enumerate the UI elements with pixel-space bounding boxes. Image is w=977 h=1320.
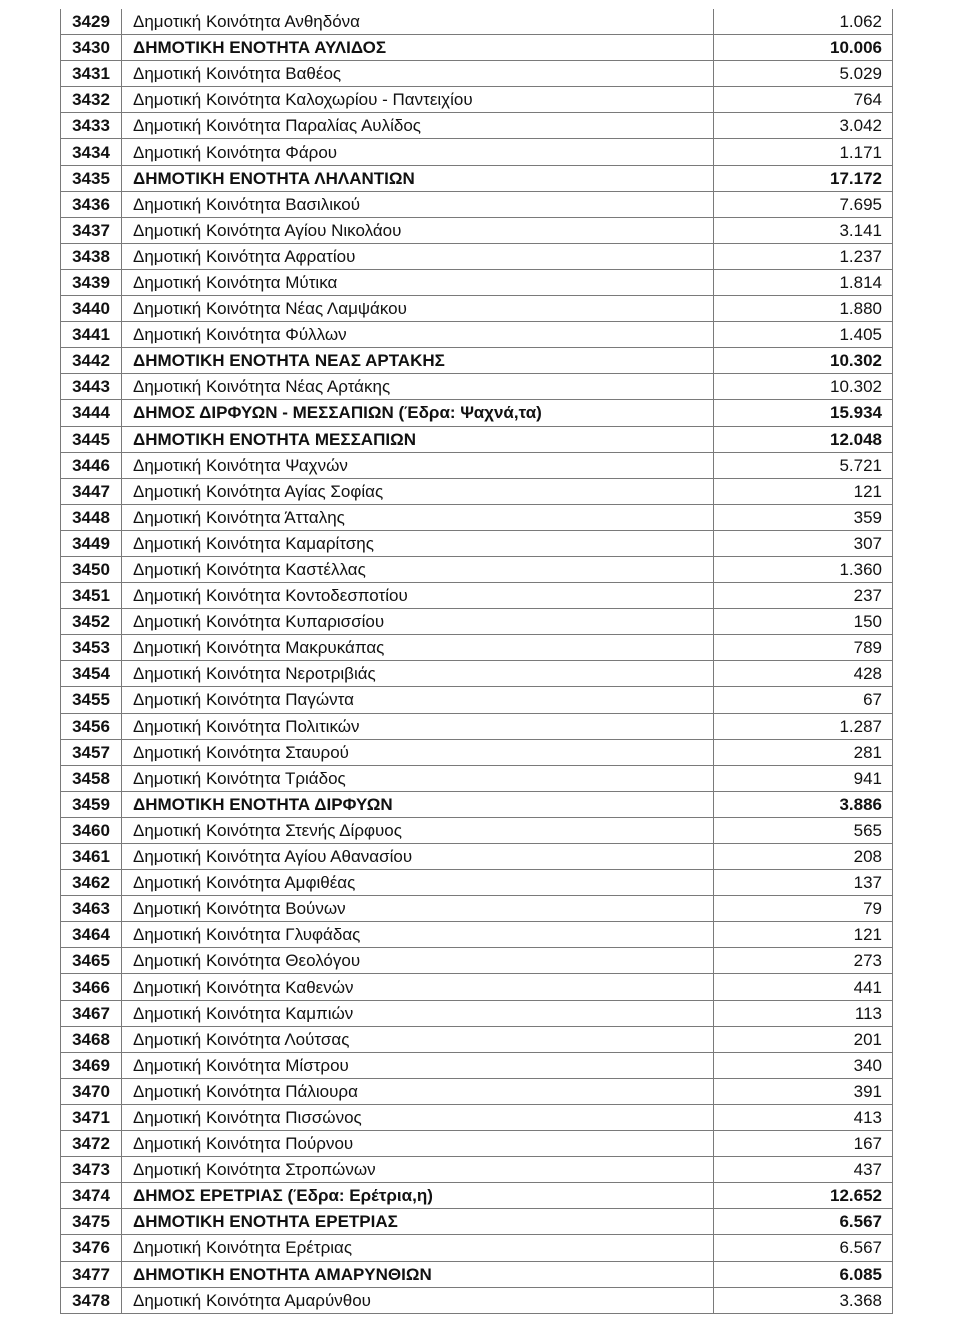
row-population: 121 [714,478,893,504]
table-row [61,609,893,635]
row-code: 3470 [61,1078,122,1104]
row-population: 441 [714,974,893,1000]
row-code: 3440 [61,296,122,322]
row-population: 67 [714,687,893,713]
row-code: 3452 [61,609,122,635]
table-row [61,191,893,217]
row-population: 3.368 [714,1287,893,1313]
row-population: 121 [714,922,893,948]
table-row [61,635,893,661]
row-population: 79 [714,896,893,922]
row-code: 3464 [61,922,122,948]
row-population: 437 [714,1157,893,1183]
row-code: 3431 [61,61,122,87]
table-row [61,713,893,739]
table-row [61,426,893,452]
table-row [61,139,893,165]
row-name: ΔΗΜΟΤΙΚΗ ΕΝΟΤΗΤΑ ΜΕΣΣΑΠΙΩΝ [122,426,714,452]
row-code: 3474 [61,1183,122,1209]
row-name: Δημοτική Κοινότητα Κοντοδεσποτίου [122,583,714,609]
row-name: Δημοτική Κοινότητα Αμφιθέας [122,870,714,896]
row-name: Δημοτική Κοινότητα Παγώντα [122,687,714,713]
row-population: 6.085 [714,1261,893,1287]
row-population: 10.302 [714,374,893,400]
row-name: Δημοτική Κοινότητα Τριάδος [122,765,714,791]
row-population: 150 [714,609,893,635]
row-code: 3457 [61,739,122,765]
row-population: 789 [714,635,893,661]
table-row [61,400,893,426]
row-name: Δημοτική Κοινότητα Μίστρου [122,1052,714,1078]
row-code: 3467 [61,1000,122,1026]
row-name: Δημοτική Κοινότητα Πούρνου [122,1131,714,1157]
table-row [61,35,893,61]
table-row [61,87,893,113]
row-population: 10.302 [714,348,893,374]
row-population: 340 [714,1052,893,1078]
row-name: ΔΗΜΟΤΙΚΗ ΕΝΟΤΗΤΑ ΕΡΕΤΡΙΑΣ [122,1209,714,1235]
table-row [61,1104,893,1130]
row-population: 3.886 [714,791,893,817]
row-code: 3449 [61,530,122,556]
row-name: Δημοτική Κοινότητα Ερέτριας [122,1235,714,1261]
row-code: 3460 [61,817,122,843]
row-name: Δημοτική Κοινότητα Αγίας Σοφίας [122,478,714,504]
table-row [61,1209,893,1235]
row-code: 3478 [61,1287,122,1313]
row-code: 3462 [61,870,122,896]
row-name: Δημοτική Κοινότητα Καστέλλας [122,556,714,582]
row-name: Δημοτική Κοινότητα Λούτσας [122,1026,714,1052]
row-population: 3.042 [714,113,893,139]
row-code: 3433 [61,113,122,139]
row-code: 3477 [61,1261,122,1287]
row-code: 3443 [61,374,122,400]
row-name: Δημοτική Κοινότητα Φάρου [122,139,714,165]
table-row [61,661,893,687]
row-population: 137 [714,870,893,896]
row-population: 764 [714,87,893,113]
row-name: Δημοτική Κοινότητα Πάλιουρα [122,1078,714,1104]
table-row [61,1131,893,1157]
row-code: 3444 [61,400,122,426]
row-name: Δημοτική Κοινότητα Άτταλης [122,504,714,530]
row-name: Δημοτική Κοινότητα Στροπώνων [122,1157,714,1183]
row-code: 3445 [61,426,122,452]
row-name: Δημοτική Κοινότητα Καμπιών [122,1000,714,1026]
row-population: 941 [714,765,893,791]
row-name: Δημοτική Κοινότητα Ανθηδόνα [122,9,714,35]
row-name: Δημοτική Κοινότητα Καμαρίτσης [122,530,714,556]
row-code: 3468 [61,1026,122,1052]
table-row [61,348,893,374]
row-population: 307 [714,530,893,556]
row-population: 208 [714,844,893,870]
row-name: ΔΗΜΟΣ ΕΡΕΤΡΙΑΣ (Έδρα: Ερέτρια,η) [122,1183,714,1209]
row-code: 3475 [61,1209,122,1235]
row-code: 3454 [61,661,122,687]
row-code: 3476 [61,1235,122,1261]
table-row [61,765,893,791]
table-row [61,687,893,713]
row-population: 1.062 [714,9,893,35]
table-row [61,1261,893,1287]
row-name: Δημοτική Κοινότητα Αγίου Αθανασίου [122,844,714,870]
table-row [61,504,893,530]
row-population: 413 [714,1104,893,1130]
row-name: ΔΗΜΟΤΙΚΗ ΕΝΟΤΗΤΑ ΑΥΛΙΔΟΣ [122,35,714,61]
row-name: Δημοτική Κοινότητα Κυπαρισσίου [122,609,714,635]
table-body [61,9,893,1313]
row-population: 1.237 [714,243,893,269]
row-code: 3437 [61,217,122,243]
row-name: Δημοτική Κοινότητα Θεολόγου [122,948,714,974]
row-code: 3459 [61,791,122,817]
row-population: 1.880 [714,296,893,322]
table-row [61,1026,893,1052]
row-name: ΔΗΜΟΤΙΚΗ ΕΝΟΤΗΤΑ ΝΕΑΣ ΑΡΤΑΚΗΣ [122,348,714,374]
row-code: 3441 [61,322,122,348]
row-code: 3429 [61,9,122,35]
table-row [61,374,893,400]
row-code: 3448 [61,504,122,530]
row-name: Δημοτική Κοινότητα Στενής Δίρφυος [122,817,714,843]
table-row [61,922,893,948]
row-code: 3430 [61,35,122,61]
table-row [61,1235,893,1261]
row-name: Δημοτική Κοινότητα Παραλίας Αυλίδος [122,113,714,139]
row-population: 17.172 [714,165,893,191]
row-population: 7.695 [714,191,893,217]
table-row [61,61,893,87]
row-code: 3447 [61,478,122,504]
table-row [61,243,893,269]
row-code: 3461 [61,844,122,870]
row-population: 273 [714,948,893,974]
row-name: Δημοτική Κοινότητα Πολιτικών [122,713,714,739]
table-row [61,1183,893,1209]
row-code: 3453 [61,635,122,661]
table-row [61,1157,893,1183]
row-name: Δημοτική Κοινότητα Φύλλων [122,322,714,348]
row-code: 3456 [61,713,122,739]
row-name: Δημοτική Κοινότητα Σταυρού [122,739,714,765]
row-population: 10.006 [714,35,893,61]
row-name: Δημοτική Κοινότητα Γλυφάδας [122,922,714,948]
row-code: 3469 [61,1052,122,1078]
row-population: 359 [714,504,893,530]
table-row [61,113,893,139]
row-name: Δημοτική Κοινότητα Αγίου Νικολάου [122,217,714,243]
table-row [61,974,893,1000]
row-code: 3446 [61,452,122,478]
row-code: 3435 [61,165,122,191]
row-name: ΔΗΜΟΤΙΚΗ ΕΝΟΤΗΤΑ ΛΗΛΑΝΤΙΩΝ [122,165,714,191]
table-row [61,9,893,35]
row-name: Δημοτική Κοινότητα Αμαρύνθου [122,1287,714,1313]
row-code: 3466 [61,974,122,1000]
table-row [61,296,893,322]
row-name: Δημοτική Κοινότητα Βαθέος [122,61,714,87]
row-code: 3432 [61,87,122,113]
table-row [61,269,893,295]
row-name: Δημοτική Κοινότητα Βούνων [122,896,714,922]
row-name: Δημοτική Κοινότητα Ψαχνών [122,452,714,478]
row-population: 565 [714,817,893,843]
row-population: 1.360 [714,556,893,582]
table-row [61,217,893,243]
row-code: 3472 [61,1131,122,1157]
row-code: 3439 [61,269,122,295]
table-row [61,452,893,478]
row-name: ΔΗΜΟΣ ΔΙΡΦΥΩΝ - ΜΕΣΣΑΠΙΩΝ (Έδρα: Ψαχνά,τα) [122,400,714,426]
table-row [61,844,893,870]
table-row [61,322,893,348]
table-row [61,817,893,843]
row-code: 3434 [61,139,122,165]
table-row [61,1287,893,1313]
row-population: 3.141 [714,217,893,243]
row-population: 281 [714,739,893,765]
row-population: 5.721 [714,452,893,478]
row-population: 5.029 [714,61,893,87]
row-name: Δημοτική Κοινότητα Νεροτριβιάς [122,661,714,687]
row-population: 6.567 [714,1235,893,1261]
row-population: 12.652 [714,1183,893,1209]
row-population: 201 [714,1026,893,1052]
row-name: Δημοτική Κοινότητα Νέας Λαμψάκου [122,296,714,322]
row-code: 3458 [61,765,122,791]
table-row [61,1052,893,1078]
row-population: 1.814 [714,269,893,295]
table-row [61,556,893,582]
table-row [61,583,893,609]
table-row [61,739,893,765]
population-table [60,9,893,1314]
row-code: 3463 [61,896,122,922]
row-code: 3451 [61,583,122,609]
row-name: ΔΗΜΟΤΙΚΗ ΕΝΟΤΗΤΑ ΔΙΡΦΥΩΝ [122,791,714,817]
row-name: ΔΗΜΟΤΙΚΗ ΕΝΟΤΗΤΑ ΑΜΑΡΥΝΘΙΩΝ [122,1261,714,1287]
row-name: Δημοτική Κοινότητα Πισσώνος [122,1104,714,1130]
row-population: 113 [714,1000,893,1026]
table-row [61,948,893,974]
row-code: 3438 [61,243,122,269]
row-population: 391 [714,1078,893,1104]
row-population: 12.048 [714,426,893,452]
row-name: Δημοτική Κοινότητα Αφρατίου [122,243,714,269]
table-row [61,791,893,817]
table-row [61,165,893,191]
row-name: Δημοτική Κοινότητα Καθενών [122,974,714,1000]
row-code: 3450 [61,556,122,582]
table-row [61,896,893,922]
table-row [61,870,893,896]
table-row [61,478,893,504]
row-population: 15.934 [714,400,893,426]
row-population: 1.405 [714,322,893,348]
row-name: Δημοτική Κοινότητα Μακρυκάπας [122,635,714,661]
row-population: 237 [714,583,893,609]
row-name: Δημοτική Κοινότητα Μύτικα [122,269,714,295]
row-code: 3442 [61,348,122,374]
row-code: 3471 [61,1104,122,1130]
row-code: 3436 [61,191,122,217]
row-code: 3473 [61,1157,122,1183]
row-code: 3455 [61,687,122,713]
row-population: 6.567 [714,1209,893,1235]
row-population: 167 [714,1131,893,1157]
row-code: 3465 [61,948,122,974]
row-population: 1.287 [714,713,893,739]
row-population: 1.171 [714,139,893,165]
table-row [61,1000,893,1026]
row-name: Δημοτική Κοινότητα Νέας Αρτάκης [122,374,714,400]
table-row [61,1078,893,1104]
table-row [61,530,893,556]
row-name: Δημοτική Κοινότητα Βασιλικού [122,191,714,217]
row-population: 428 [714,661,893,687]
row-name: Δημοτική Κοινότητα Καλοχωρίου - Παντειχίου [122,87,714,113]
